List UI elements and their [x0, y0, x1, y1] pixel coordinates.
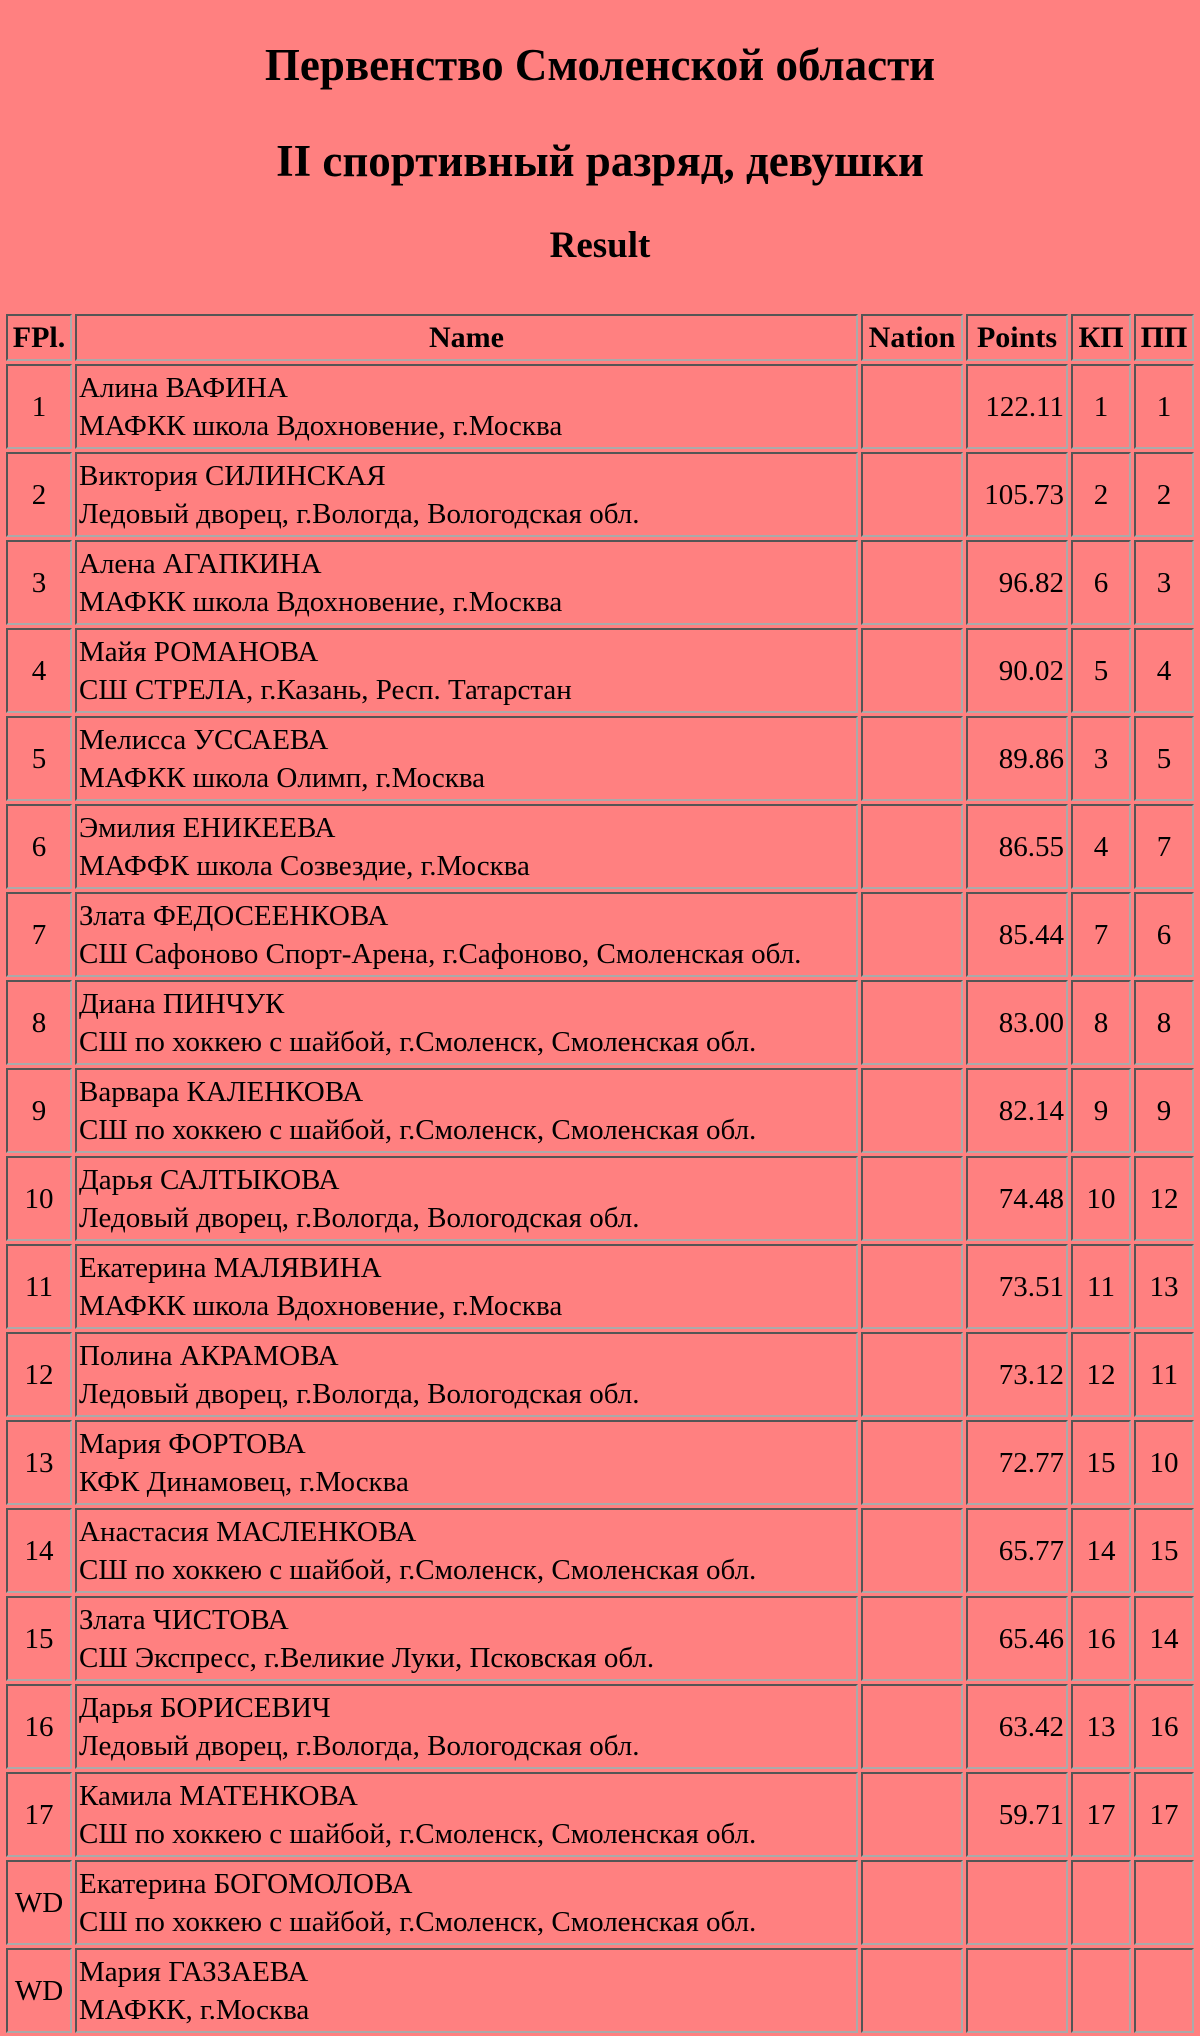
- nation-cell: [861, 1948, 963, 2033]
- pp-cell: 4: [1134, 628, 1194, 713]
- kp-cell: 4: [1071, 804, 1131, 889]
- nation-cell: [861, 892, 963, 977]
- kp-cell: 3: [1071, 716, 1131, 801]
- name-cell: [75, 804, 858, 889]
- pp-cell: 15: [1134, 1508, 1194, 1593]
- place-cell: 3: [6, 540, 72, 625]
- kp-cell: 12: [1071, 1332, 1131, 1417]
- skater-name: Злата ФЕДОСЕЕНКОВА: [79, 899, 389, 932]
- table-row: [6, 1244, 1194, 1329]
- skater-club: МАФКК школа Олимп, г.Москва: [79, 761, 486, 794]
- place-cell: 6: [6, 804, 72, 889]
- kp-cell: 6: [1071, 540, 1131, 625]
- kp-cell: [1071, 1860, 1131, 1945]
- skater-name: Екатерина БОГОМОЛОВА: [79, 1867, 413, 1900]
- col-header-points: Points: [966, 314, 1068, 361]
- table-row: [6, 892, 1194, 977]
- table-row: [6, 452, 1194, 537]
- skater-name: Мария ФОРТОВА: [79, 1427, 306, 1460]
- kp-cell: 14: [1071, 1508, 1131, 1593]
- name-cell: [75, 364, 858, 449]
- name-cell: [75, 452, 858, 537]
- skater-name: Диана ПИНЧУК: [79, 987, 285, 1020]
- skater-club: СШ по хоккею с шайбой, г.Смоленск, Смоленская обл.: [79, 1553, 757, 1586]
- place-cell: 8: [6, 980, 72, 1065]
- place-cell: 7: [6, 892, 72, 977]
- pp-cell: 16: [1134, 1684, 1194, 1769]
- place-cell: 9: [6, 1068, 72, 1153]
- place-cell: 1: [6, 364, 72, 449]
- skater-name: Мелисса УССАЕВА: [79, 723, 329, 756]
- table-row: [6, 1420, 1194, 1505]
- nation-cell: [861, 716, 963, 801]
- col-header-name: Name: [75, 314, 858, 361]
- place-cell: 16: [6, 1684, 72, 1769]
- place-cell: 13: [6, 1420, 72, 1505]
- points-cell: 82.14: [966, 1068, 1068, 1153]
- skater-name: Полина АКРАМОВА: [79, 1339, 339, 1372]
- kp-cell: 8: [1071, 980, 1131, 1065]
- pp-cell: [1134, 1860, 1194, 1945]
- skater-club: Ледовый дворец, г.Вологда, Вологодская обл.: [79, 1729, 640, 1762]
- nation-cell: [861, 1244, 963, 1329]
- table-row: [6, 1684, 1194, 1769]
- name-cell: [75, 1684, 858, 1769]
- skater-club: МАФКК школа Вдохновение, г.Москва: [79, 409, 563, 442]
- skater-club: КФК Динамовец, г.Москва: [79, 1465, 409, 1498]
- nation-cell: [861, 1332, 963, 1417]
- points-cell: 73.12: [966, 1332, 1068, 1417]
- table-row: [6, 364, 1194, 449]
- name-cell: [75, 892, 858, 977]
- table-row: [6, 1068, 1194, 1153]
- skater-club: СШ СТРЕЛА, г.Казань, Респ. Татарстан: [79, 673, 572, 706]
- kp-cell: 15: [1071, 1420, 1131, 1505]
- kp-cell: 5: [1071, 628, 1131, 713]
- points-cell: 89.86: [966, 716, 1068, 801]
- page-title: Первенство Смоленской области: [264, 40, 936, 90]
- pp-cell: 5: [1134, 716, 1194, 801]
- name-cell: [75, 1772, 858, 1857]
- pp-cell: [1134, 1948, 1194, 2033]
- kp-cell: [1071, 1948, 1131, 2033]
- place-cell: 11: [6, 1244, 72, 1329]
- kp-cell: 17: [1071, 1772, 1131, 1857]
- place-cell: 15: [6, 1596, 72, 1681]
- points-cell: 90.02: [966, 628, 1068, 713]
- nation-cell: [861, 804, 963, 889]
- kp-cell: 9: [1071, 1068, 1131, 1153]
- skater-name: Алина ВАФИНА: [79, 371, 288, 404]
- points-cell: 73.51: [966, 1244, 1068, 1329]
- pp-cell: 6: [1134, 892, 1194, 977]
- name-cell: [75, 1596, 858, 1681]
- nation-cell: [861, 1156, 963, 1241]
- skater-club: МАФФК школа Созвездие, г.Москва: [79, 849, 530, 882]
- pp-cell: 17: [1134, 1772, 1194, 1857]
- name-cell: [75, 1860, 858, 1945]
- place-cell: 12: [6, 1332, 72, 1417]
- place-cell: 4: [6, 628, 72, 713]
- nation-cell: [861, 980, 963, 1065]
- skater-club: МАФКК школа Вдохновение, г.Москва: [79, 585, 563, 618]
- nation-cell: [861, 452, 963, 537]
- col-header-fpl: FPl.: [6, 314, 72, 361]
- nation-cell: [861, 1860, 963, 1945]
- points-cell: 86.55: [966, 804, 1068, 889]
- table-row: [6, 980, 1194, 1065]
- nation-cell: [861, 1420, 963, 1505]
- points-cell: [966, 1948, 1068, 2033]
- name-cell: [75, 1068, 858, 1153]
- place-cell: 2: [6, 452, 72, 537]
- pp-cell: 12: [1134, 1156, 1194, 1241]
- table-row: [6, 1772, 1194, 1857]
- skater-name: Екатерина МАЛЯВИНА: [79, 1251, 382, 1284]
- nation-cell: [861, 1508, 963, 1593]
- points-cell: 65.77: [966, 1508, 1068, 1593]
- section-heading: Result: [549, 225, 651, 266]
- pp-cell: 8: [1134, 980, 1194, 1065]
- table-row: [6, 1948, 1194, 2033]
- pp-cell: 9: [1134, 1068, 1194, 1153]
- points-cell: 85.44: [966, 892, 1068, 977]
- skater-name: Мария ГАЗЗАЕВА: [79, 1955, 309, 1988]
- pp-cell: 11: [1134, 1332, 1194, 1417]
- name-cell: [75, 1156, 858, 1241]
- points-cell: 72.77: [966, 1420, 1068, 1505]
- pp-cell: 10: [1134, 1420, 1194, 1505]
- skater-name: Варвара КАЛЕНКОВА: [79, 1075, 364, 1108]
- skater-name: Дарья САЛТЫКОВА: [79, 1163, 340, 1196]
- nation-cell: [861, 1684, 963, 1769]
- skater-name: Алена АГАПКИНА: [79, 547, 322, 580]
- kp-cell: 7: [1071, 892, 1131, 977]
- skater-name: Майя РОМАНОВА: [79, 635, 319, 668]
- col-header-nation: Nation: [861, 314, 963, 361]
- skater-club: Ледовый дворец, г.Вологда, Вологодская обл.: [79, 1377, 640, 1410]
- page-subtitle: II спортивный разряд, девушки: [276, 136, 924, 186]
- table-row: [6, 1596, 1194, 1681]
- pp-cell: 2: [1134, 452, 1194, 537]
- skater-name: Эмилия ЕНИКЕЕВА: [79, 811, 336, 844]
- table-row: [6, 716, 1194, 801]
- nation-cell: [861, 540, 963, 625]
- header-row: [6, 314, 1194, 361]
- name-cell: [75, 716, 858, 801]
- points-cell: 63.42: [966, 1684, 1068, 1769]
- name-cell: [75, 1332, 858, 1417]
- points-cell: 74.48: [966, 1156, 1068, 1241]
- kp-cell: 13: [1071, 1684, 1131, 1769]
- skater-club: Ледовый дворец, г.Вологда, Вологодская обл.: [79, 1201, 640, 1234]
- points-cell: 83.00: [966, 980, 1068, 1065]
- name-cell: [75, 628, 858, 713]
- place-cell: WD: [6, 1860, 72, 1945]
- pp-cell: 7: [1134, 804, 1194, 889]
- name-cell: [75, 1948, 858, 2033]
- skater-name: Виктория СИЛИНСКАЯ: [79, 459, 386, 492]
- nation-cell: [861, 1596, 963, 1681]
- skater-club: СШ по хоккею с шайбой, г.Смоленск, Смоленская обл.: [79, 1025, 757, 1058]
- nation-cell: [861, 1068, 963, 1153]
- place-cell: WD: [6, 1948, 72, 2033]
- name-cell: [75, 1244, 858, 1329]
- pp-cell: 14: [1134, 1596, 1194, 1681]
- skater-name: Злата ЧИСТОВА: [79, 1603, 289, 1636]
- skater-club: СШ по хоккею с шайбой, г.Смоленск, Смоленская обл.: [79, 1113, 757, 1146]
- kp-cell: 2: [1071, 452, 1131, 537]
- kp-cell: 1: [1071, 364, 1131, 449]
- table-row: [6, 1508, 1194, 1593]
- points-cell: 65.46: [966, 1596, 1068, 1681]
- col-header-kp: КП: [1071, 314, 1131, 361]
- skater-club: МАФКК школа Вдохновение, г.Москва: [79, 1289, 563, 1322]
- pp-cell: 3: [1134, 540, 1194, 625]
- kp-cell: 11: [1071, 1244, 1131, 1329]
- points-cell: 96.82: [966, 540, 1068, 625]
- table-row: [6, 540, 1194, 625]
- skater-club: СШ по хоккею с шайбой, г.Смоленск, Смоленская обл.: [79, 1905, 757, 1938]
- col-header-pp: ПП: [1134, 314, 1194, 361]
- name-cell: [75, 540, 858, 625]
- skater-club: МАФКК, г.Москва: [79, 1993, 310, 2026]
- place-cell: 5: [6, 716, 72, 801]
- skater-club: СШ Сафоново Спорт-Арена, г.Сафоново, Смоленская обл.: [79, 937, 802, 970]
- skater-name: Анастасия МАСЛЕНКОВА: [79, 1515, 417, 1548]
- points-cell: [966, 1860, 1068, 1945]
- points-cell: 105.73: [966, 452, 1068, 537]
- kp-cell: 16: [1071, 1596, 1131, 1681]
- place-cell: 17: [6, 1772, 72, 1857]
- skater-club: Ледовый дворец, г.Вологда, Вологодская обл.: [79, 497, 640, 530]
- pp-cell: 1: [1134, 364, 1194, 449]
- name-cell: [75, 1420, 858, 1505]
- table-row: [6, 628, 1194, 713]
- place-cell: 14: [6, 1508, 72, 1593]
- name-cell: [75, 1508, 858, 1593]
- nation-cell: [861, 628, 963, 713]
- nation-cell: [861, 364, 963, 449]
- skater-name: Дарья БОРИСЕВИЧ: [79, 1691, 331, 1724]
- table-row: [6, 804, 1194, 889]
- skater-name: Камила МАТЕНКОВА: [79, 1779, 358, 1812]
- skater-club: СШ по хоккею с шайбой, г.Смоленск, Смоленская обл.: [79, 1817, 757, 1850]
- place-cell: 10: [6, 1156, 72, 1241]
- table-row: [6, 1332, 1194, 1417]
- results-table: [3, 311, 1197, 2036]
- skater-club: СШ Экспресс, г.Великие Луки, Псковская обл.: [79, 1641, 655, 1674]
- nation-cell: [861, 1772, 963, 1857]
- table-row: [6, 1860, 1194, 1945]
- kp-cell: 10: [1071, 1156, 1131, 1241]
- name-cell: [75, 980, 858, 1065]
- table-row: [6, 1156, 1194, 1241]
- pp-cell: 13: [1134, 1244, 1194, 1329]
- points-cell: 122.11: [966, 364, 1068, 449]
- points-cell: 59.71: [966, 1772, 1068, 1857]
